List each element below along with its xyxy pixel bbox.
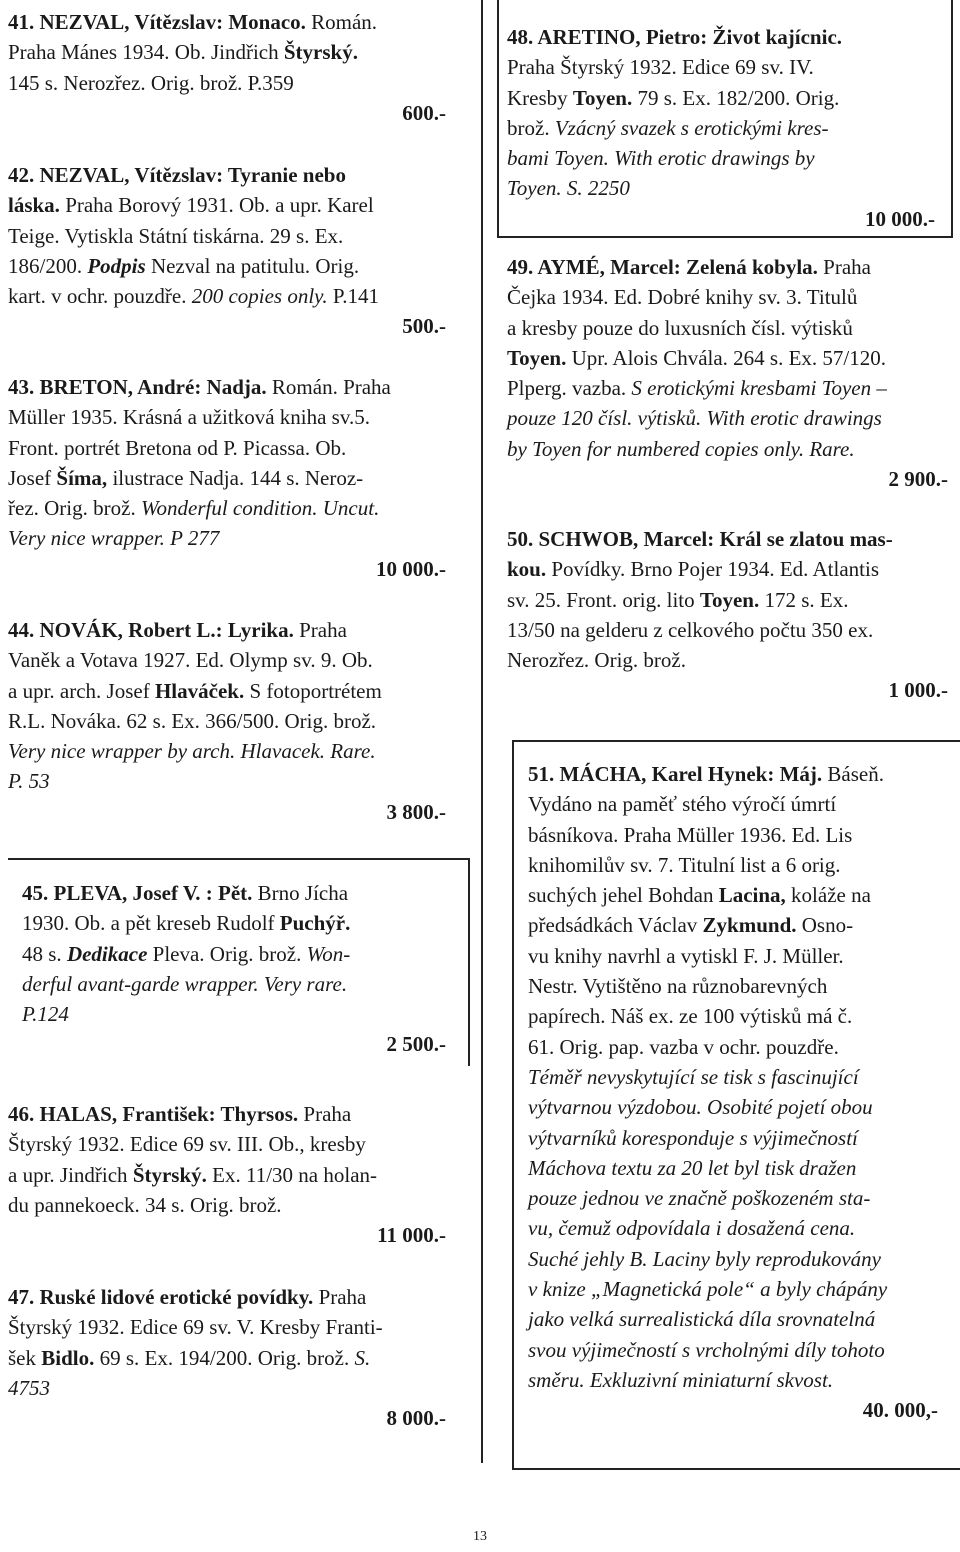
text-line — [528, 941, 938, 971]
text-line — [507, 22, 935, 52]
entry-text — [8, 7, 446, 98]
text-line — [507, 645, 948, 675]
text-line — [8, 463, 446, 493]
text-run: Very nice wrapper by arch. Hlavacek. Rare. — [8, 739, 376, 764]
entry-50 — [507, 524, 948, 706]
text-run: jako velká surrealistická díla srovnatelná — [528, 1307, 876, 1332]
text-run: 4753 — [8, 1375, 50, 1400]
text-run: 47. Ruské lidové erotické povídky. — [8, 1285, 314, 1309]
text-run: 42. NEZVAL, Vítězslav: Tyranie nebo — [8, 163, 346, 187]
text-run: R.L. Nováka. 62 s. Ex. 366/500. Orig. brož. — [8, 708, 377, 733]
text-run: suchých jehel Bohdan — [528, 883, 719, 908]
entry-text — [8, 1282, 446, 1403]
text-run: Šíma, — [56, 465, 108, 490]
text-run: Kresby — [507, 85, 573, 110]
text-run: a upr. Jindřich — [8, 1162, 133, 1187]
page-number: 13 — [473, 1529, 487, 1544]
text-line — [8, 1343, 446, 1373]
text-run: Vzácný svazek s erotickými kres- — [554, 115, 829, 140]
text-run: koláže na — [785, 883, 871, 908]
price: 10 000.- — [865, 206, 935, 231]
text-line — [507, 83, 935, 113]
text-line — [8, 645, 446, 675]
text-run: S. — [354, 1345, 371, 1370]
entry-51 — [528, 759, 938, 1426]
text-run: kou. — [507, 557, 547, 582]
text-run: 69 s. Ex. 194/200. Orig. brož. — [94, 1345, 355, 1370]
text-run: 186/200. — [8, 253, 88, 278]
text-run: 79 s. Ex. 182/200. Orig. — [632, 85, 840, 110]
text-run: Román. — [305, 10, 378, 34]
text-run: vu, čemuž odpovídala i dosažená cena. — [528, 1216, 856, 1241]
text-run: 49. AYMÉ, Marcel: Zelená kobyla. — [507, 255, 818, 279]
text-run: Bidlo. — [41, 1345, 95, 1370]
text-line — [528, 971, 938, 1001]
text-run: P. 53 — [8, 769, 50, 794]
text-run: vu knihy navrhl a vytiskl F. J. Müller. — [528, 943, 844, 968]
text-run: brož. — [507, 115, 555, 140]
text-line — [528, 1365, 938, 1395]
price: 1 000.- — [888, 678, 948, 703]
text-line — [528, 1213, 938, 1243]
text-line — [528, 1304, 938, 1334]
text-line — [528, 1244, 938, 1274]
text-run: Máchova textu za 20 let byl tisk dražen — [528, 1155, 857, 1180]
text-run: derful avant-garde wrapper. Very rare. — [22, 971, 348, 996]
text-run: 43. BRETON, André: Nadja. — [8, 375, 267, 399]
text-run: Podpis — [87, 253, 146, 278]
text-run: Won- — [306, 941, 351, 966]
text-run: knihomilův sv. 7. Titulní list a 6 orig. — [528, 852, 841, 877]
text-run: P.124 — [22, 1002, 69, 1027]
text-run: 172 s. Ex. — [759, 587, 849, 612]
price: 11 000.- — [377, 1223, 446, 1248]
text-run: láska. — [8, 193, 60, 218]
text-run: Suché jehly B. Laciny byly reprodukovány — [528, 1246, 881, 1271]
price: 2 900.- — [888, 467, 948, 492]
entry-text — [507, 22, 935, 204]
text-run: Front. portrét Bretona od P. Picassa. Ob. — [8, 435, 347, 460]
text-line — [507, 173, 935, 203]
text-run: Štyrský 1932. Edice 69 sv. III. Ob., kresby — [8, 1132, 366, 1157]
text-line — [507, 113, 935, 143]
entry-45 — [22, 878, 446, 1060]
text-run: 48 s. — [22, 941, 67, 966]
text-line — [8, 1190, 446, 1220]
text-line — [8, 160, 446, 190]
text-run: Toyen. S. 2250 — [507, 176, 630, 201]
price: 8 000.- — [386, 1406, 446, 1431]
text-run: Toyen. — [572, 85, 633, 110]
text-line — [528, 1274, 938, 1304]
text-line — [22, 878, 446, 908]
text-line — [8, 372, 446, 402]
text-run: Pleva. Orig. brož. — [147, 941, 307, 966]
text-run: Štyrský. — [132, 1162, 207, 1187]
text-run: Nezval na patitulu. Orig. — [145, 253, 360, 278]
text-line — [8, 1282, 446, 1312]
text-line — [8, 37, 446, 67]
text-line — [8, 433, 446, 463]
text-run: Praha — [817, 255, 871, 279]
text-line — [8, 281, 446, 311]
text-line — [528, 789, 938, 819]
text-line — [528, 1092, 938, 1122]
text-run: 50. SCHWOB, Marcel: Král se zlatou mas- — [507, 527, 893, 551]
text-line — [528, 1123, 938, 1153]
text-run: S fotoportrétem — [244, 678, 382, 703]
text-run: Vaněk a Votava 1927. Ed. Olymp sv. 9. Ob. — [8, 648, 373, 673]
text-line — [528, 1153, 938, 1183]
text-run: 13/50 na gelderu z celkového počtu 350 ex. — [507, 617, 874, 642]
text-run: Román. Praha — [266, 375, 391, 399]
text-run: Praha Borový 1931. Ob. a upr. Karel — [59, 193, 374, 218]
text-line — [8, 221, 446, 251]
text-run: 48. ARETINO, Pietro: Život kajícnic. — [507, 25, 843, 49]
text-run: 145 s. Nerozřez. Orig. brož. P.359 — [8, 70, 294, 95]
entry-text — [507, 524, 948, 675]
text-line — [22, 908, 446, 938]
text-run: 1930. Ob. a pět kreseb Rudolf — [22, 911, 280, 936]
text-run: Toyen. — [507, 345, 567, 370]
entry-41 — [8, 7, 446, 128]
text-run: Brno Jícha — [252, 881, 349, 905]
text-run: předsádkách Václav — [528, 913, 703, 938]
text-line — [528, 850, 938, 880]
text-run: Toyen. — [699, 587, 760, 612]
text-run: 46. HALAS, František: Thyrsos. — [8, 1102, 299, 1126]
text-line — [528, 1032, 938, 1062]
text-run: Josef — [8, 465, 57, 490]
entry-text — [528, 759, 938, 1395]
entry-42 — [8, 160, 446, 342]
text-line — [8, 766, 446, 796]
entry-text — [22, 878, 446, 1029]
text-run: Zykmund. — [702, 913, 797, 938]
price: 600.- — [402, 100, 446, 125]
text-run: P.141 — [327, 284, 379, 309]
text-line — [507, 282, 948, 312]
text-run: Praha — [298, 1102, 352, 1126]
text-run: bami Toyen. With erotic drawings by — [507, 146, 815, 171]
text-line — [8, 615, 446, 645]
text-run: ilustrace Nadja. 144 s. Neroz- — [107, 465, 364, 490]
text-line — [528, 820, 938, 850]
text-run: papírech. Náš ex. ze 100 výtisků má č. — [528, 1004, 853, 1029]
entry-48 — [507, 22, 935, 234]
text-run: Báseň. — [822, 762, 884, 786]
entry-47 — [8, 1282, 446, 1433]
text-line — [22, 939, 446, 969]
text-line — [22, 999, 446, 1029]
text-line — [8, 523, 446, 553]
text-run: Vydáno na paměť stého výročí úmrtí — [528, 792, 837, 817]
entry-43 — [8, 372, 446, 584]
text-run: 51. MÁCHA, Karel Hynek: Máj. — [528, 762, 823, 786]
text-line — [507, 524, 948, 554]
text-run: sv. 25. Front. orig. lito — [507, 587, 700, 612]
text-run: Čejka 1934. Ed. Dobré knihy sv. 3. Titulů — [507, 285, 858, 310]
price: 40. 000,- — [862, 1398, 938, 1423]
text-run: v knize „Magnetická pole“ a byly chápány — [528, 1277, 888, 1302]
entry-46 — [8, 1099, 446, 1250]
text-line — [507, 434, 948, 464]
text-run: výtvarníků koresponduje s výjimečností — [528, 1125, 858, 1150]
text-run: Wonderful condition. Uncut. — [140, 496, 380, 521]
text-line — [528, 1335, 938, 1365]
text-line — [507, 615, 948, 645]
text-line — [507, 252, 948, 282]
text-line — [507, 143, 935, 173]
text-run: pouze jednou ve značně poškozeném sta- — [528, 1186, 871, 1211]
entry-text — [8, 372, 446, 554]
text-line — [8, 251, 446, 281]
text-line — [8, 7, 446, 37]
text-run: Upr. Alois Chvála. 264 s. Ex. 57/120. — [566, 345, 887, 370]
text-line — [8, 1312, 446, 1342]
text-line — [22, 969, 446, 999]
text-run: 45. PLEVA, Josef V. : Pět. — [22, 881, 253, 905]
text-line — [8, 1373, 446, 1403]
text-line — [528, 1062, 938, 1092]
text-line — [528, 1001, 938, 1031]
price: 2 500.- — [386, 1032, 446, 1057]
text-run: pouze 120 čísl. výtisků. With erotic drawings — [507, 406, 882, 431]
text-run: Povídky. Brno Pojer 1934. Ed. Atlantis — [546, 557, 880, 582]
text-run: Nerozřez. Orig. brož. — [507, 648, 686, 673]
text-run: a kresby pouze do luxusních čísl. výtisků — [507, 315, 853, 340]
price: 500.- — [402, 314, 446, 339]
text-run: Osno- — [796, 913, 854, 938]
text-line — [8, 736, 446, 766]
price: 10 000.- — [376, 556, 446, 581]
entry-49 — [507, 252, 948, 494]
text-line — [8, 1160, 446, 1190]
text-run: 41. NEZVAL, Vítězslav: Monaco. — [8, 10, 306, 34]
text-line — [507, 373, 948, 403]
text-run: Teige. Vytiskla Státní tiskárna. 29 s. Ex. — [8, 223, 344, 248]
text-line — [528, 759, 938, 789]
price: 3 800.- — [386, 799, 446, 824]
text-run: Nestr. Vytištěno na různobarevných — [528, 974, 828, 999]
text-run: Ex. 11/30 na holan- — [206, 1162, 378, 1187]
text-run: kart. v ochr. pouzdře. — [8, 284, 192, 309]
text-line — [528, 880, 938, 910]
entry-text — [8, 1099, 446, 1220]
text-run: Plperg. vazba. — [507, 376, 632, 401]
text-line — [507, 52, 935, 82]
text-run: S erotickými kresbami Toyen – — [631, 376, 887, 401]
entry-text — [8, 615, 446, 797]
text-run: Hlaváček. — [154, 678, 245, 703]
text-line — [507, 313, 948, 343]
text-line — [8, 676, 446, 706]
text-run: výtvarnou výzdobou. Osobité pojetí obou — [528, 1095, 873, 1120]
text-run: Téměř nevyskytující se tisk s fascinující — [528, 1064, 859, 1089]
text-run: šek — [8, 1345, 42, 1370]
text-run: du pannekoeck. 34 s. Orig. brož. — [8, 1192, 282, 1217]
text-run: Müller 1935. Krásná a užitková kniha sv.5. — [8, 405, 370, 430]
text-line — [528, 1183, 938, 1213]
text-run: 200 copies only. — [191, 284, 328, 309]
text-run: by Toyen for numbered copies only. Rare. — [507, 436, 855, 461]
text-run: a upr. arch. Josef — [8, 678, 155, 703]
text-run: Dedikace — [66, 941, 148, 966]
text-run: Štyrský. — [283, 40, 358, 65]
text-line — [507, 403, 948, 433]
text-run: Štyrský 1932. Edice 69 sv. V. Kresby Franti- — [8, 1315, 383, 1340]
text-line — [8, 68, 446, 98]
text-run: Puchýř. — [279, 911, 351, 936]
text-run: básníkova. Praha Müller 1936. Ed. Lis — [528, 822, 853, 847]
text-line — [8, 1129, 446, 1159]
text-line — [507, 343, 948, 373]
text-run: Praha Štyrský 1932. Edice 69 sv. IV. — [507, 55, 814, 80]
text-line — [8, 402, 446, 432]
text-run: Very nice wrapper. P 277 — [8, 526, 220, 551]
text-run: Praha Mánes 1934. Ob. Jindřich — [8, 40, 284, 65]
text-run: Praha — [293, 618, 347, 642]
text-line — [8, 706, 446, 736]
text-line — [8, 190, 446, 220]
entry-44 — [8, 615, 446, 827]
text-line — [507, 554, 948, 584]
entry-text — [507, 252, 948, 464]
entry-text — [8, 160, 446, 311]
text-run: svou výjimečností s vrcholnými díly tohoto — [528, 1337, 885, 1362]
text-run: Praha — [313, 1285, 367, 1309]
text-run: Lacina, — [718, 883, 786, 908]
column-divider — [481, 0, 483, 1463]
text-run: řez. Orig. brož. — [8, 496, 141, 521]
text-line — [507, 585, 948, 615]
text-line — [8, 1099, 446, 1129]
text-run: směru. Exkluzivní miniaturní skvost. — [528, 1367, 834, 1392]
text-line — [528, 910, 938, 940]
text-run: 61. Orig. pap. vazba v ochr. pouzdře. — [528, 1034, 839, 1059]
text-line — [8, 493, 446, 523]
text-run: 44. NOVÁK, Robert L.: Lyrika. — [8, 618, 294, 642]
